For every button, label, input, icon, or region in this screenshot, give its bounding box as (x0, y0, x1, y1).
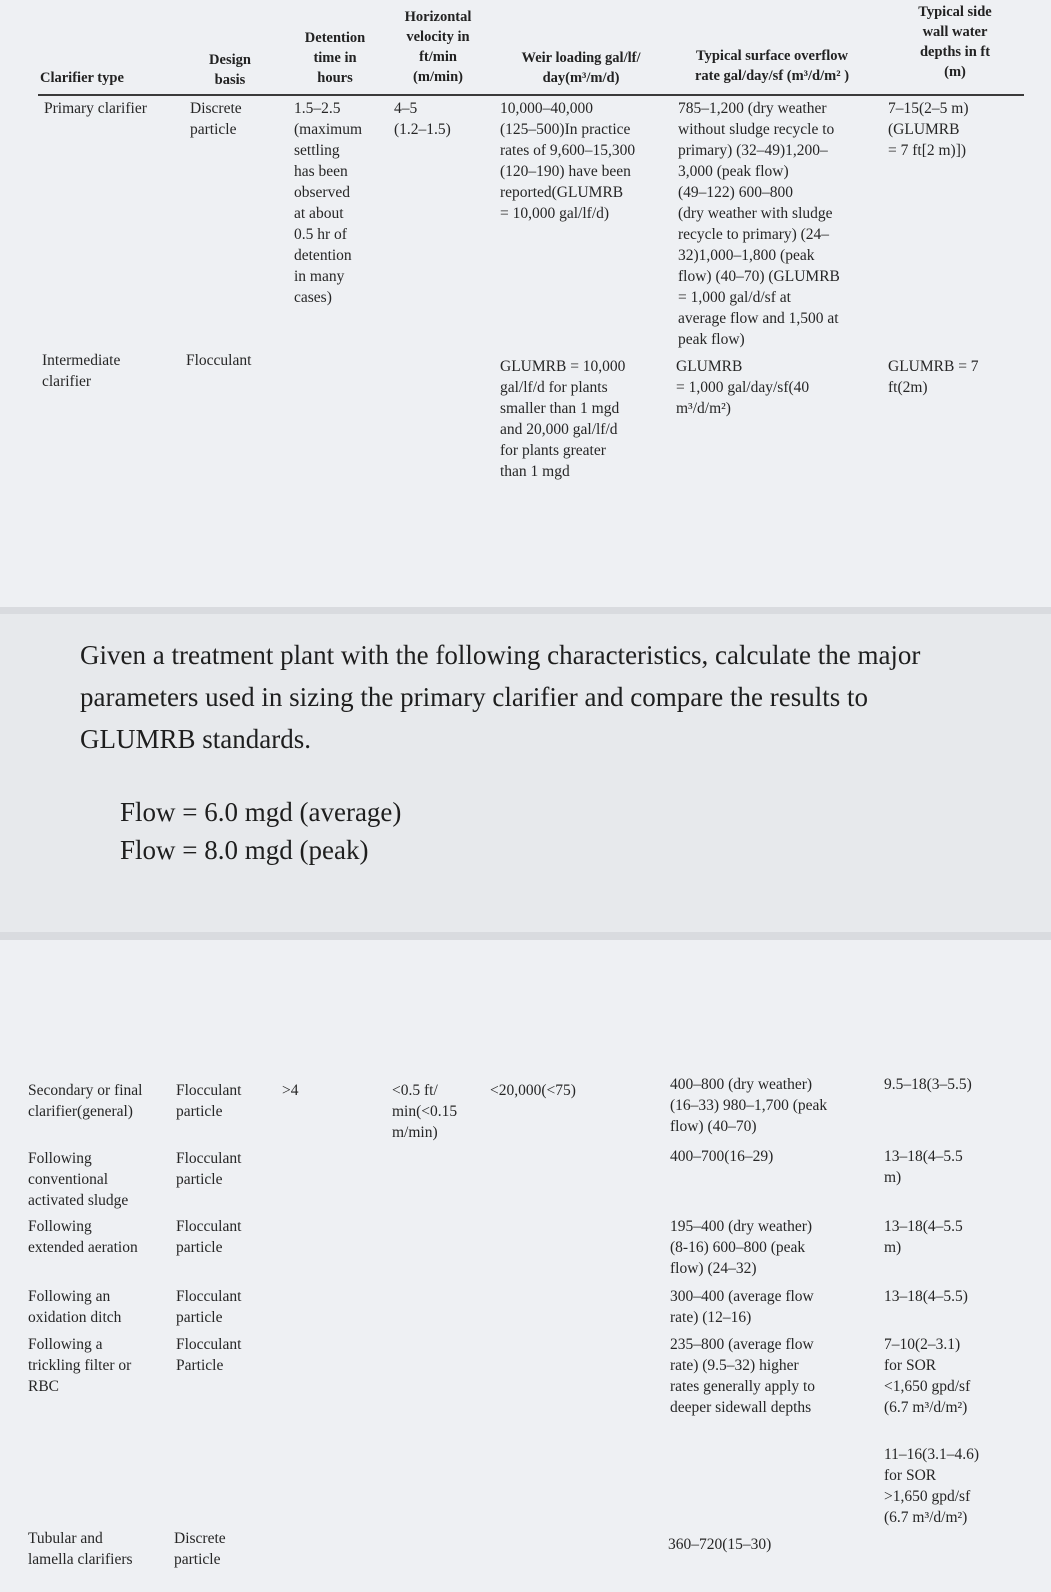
cell-overflow-secondary: 400–800 (dry weather) (16–33) 980–1,700 (peak flow) (40–70) (670, 1076, 828, 1135)
cell-velocity-secondary: <0.5 ft/ min(<0.15 m/min) (392, 1082, 458, 1141)
header-detention-time: Detention time in hours (304, 30, 366, 86)
cell-type-extended-aeration: Following extended aeration (28, 1218, 138, 1256)
header-surface-overflow: Typical surface overflow rate gal/day/sf (m³/d/m² ) (694, 48, 850, 84)
cell-basis-oxidation-ditch: Flocculant particle (176, 1288, 242, 1326)
panel-separator (0, 932, 1051, 940)
cell-type-secondary: Secondary or final clarifier(general) (28, 1082, 143, 1120)
header-design-basis: Design basis (209, 52, 251, 88)
cell-basis-secondary: Flocculant particle (176, 1082, 242, 1120)
cell-depth-secondary: 9.5–18(3–5.5) (884, 1076, 972, 1093)
cell-weir-secondary: <20,000(<75) (490, 1082, 576, 1099)
cell-detention-primary: 1.5–2.5 (maximum settling has been observed at about 0.5 hr of detention in many cases) (294, 100, 363, 306)
table-top-panel (0, 0, 1051, 607)
cell-detention-secondary: >4 (282, 1082, 299, 1099)
header-horizontal-velocity: Horizontal velocity in ft/min (m/min) (404, 9, 472, 85)
question-panel (0, 614, 1051, 932)
cell-depth-trickling-filter-low: 7–10(2–3.1) for SOR <1,650 gpd/sf (6.7 m³/d/m²) (884, 1336, 971, 1416)
cell-basis-trickling-filter: Flocculant Particle (176, 1336, 242, 1374)
cell-type-intermediate: Intermediate clarifier (42, 352, 121, 390)
cell-overflow-conventional: 400–700(16–29) (670, 1148, 774, 1165)
cell-overflow-intermediate: GLUMRB = 1,000 gal/day/sf(40 m³/d/m²) (676, 358, 810, 417)
table-bottom-panel (0, 940, 1051, 1592)
cell-depth-oxidation-ditch: 13–18(4–5.5) (884, 1288, 968, 1305)
cell-depth-primary: 7–15(2–5 m) (GLUMRB = 7 ft[2 m)]) (888, 100, 969, 159)
cell-basis-primary: Discrete particle (190, 100, 242, 138)
cell-overflow-tubular-lamella: 360–720(15–30) (668, 1536, 772, 1553)
cell-depth-trickling-filter-high: 11–16(3.1–4.6) for SOR >1,650 gpd/sf (6.7 m³/d/m²) (884, 1446, 979, 1526)
header-sidewall-depth: Typical side wall water depths in ft (m) (918, 4, 992, 80)
cell-type-primary: Primary clarifier (44, 100, 147, 117)
cell-type-tubular-lamella: Tubular and lamella clarifiers (28, 1530, 133, 1568)
cell-weir-intermediate: GLUMRB = 10,000 gal/lf/d for plants smaller than 1 mgd and 20,000 gal/lf/d for plants greater than 1 mgd (500, 358, 626, 480)
cell-velocity-primary: 4–5 (1.2–1.5) (394, 100, 451, 138)
panel-separator (0, 607, 1051, 614)
cell-depth-conventional: 13–18(4–5.5 m) (884, 1148, 963, 1186)
cell-overflow-extended-aeration: 195–400 (dry weather) (8-16) 600–800 (peak flow) (24–32) (670, 1218, 813, 1277)
cell-basis-conventional: Flocculant particle (176, 1150, 242, 1188)
flow-average: Flow = 6.0 mgd (average) (120, 797, 402, 827)
cell-type-oxidation-ditch: Following an oxidation ditch (28, 1288, 122, 1326)
cell-depth-extended-aeration: 13–18(4–5.5 m) (884, 1218, 963, 1256)
cell-weir-primary: 10,000–40,000 (125–500)In practice rates of 9,600–15,300 (120–190) have been reported(GLUMRB = 10,000 gal/lf/d) (500, 100, 636, 222)
cell-depth-intermediate: GLUMRB = 7 ft(2m) (888, 358, 979, 396)
question-text: Given a treatment plant with the following characteristics, calculate the major parameters used in sizing the primary clarifier and compare the results to GLUMRB standards. (80, 640, 921, 754)
cell-basis-extended-aeration: Flocculant particle (176, 1218, 242, 1256)
cell-type-conventional: Following conventional activated sludge (28, 1150, 129, 1209)
cell-overflow-trickling-filter: 235–800 (average flow rate) (9.5–32) higher rates generally apply to deeper sidewall depths (670, 1336, 816, 1416)
cell-overflow-primary: 785–1,200 (dry weather without sludge recycle to primary) (32–49)1,200– 3,000 (peak flow) (49–122) 600–800 (dry weather with sludge recycle to primary) (24– 32)1,000–1,800 (peak flow) (40–70) (GLUMRB = 1,000 gal/d/sf at average flow and 1,500 at peak flow) (678, 100, 840, 348)
header-weir-loading: Weir loading gal/lf/ day(m³/m/d) (521, 50, 641, 86)
header-rule (38, 94, 1024, 96)
header-clarifier-type: Clarifier type (40, 70, 124, 86)
cell-type-trickling-filter: Following a trickling filter or RBC (28, 1336, 132, 1395)
cell-overflow-oxidation-ditch: 300–400 (average flow rate) (12–16) (670, 1288, 814, 1326)
cell-basis-intermediate: Flocculant (186, 352, 252, 369)
cell-basis-tubular-lamella: Discrete particle (174, 1530, 226, 1568)
flow-peak: Flow = 8.0 mgd (peak) (120, 835, 369, 865)
